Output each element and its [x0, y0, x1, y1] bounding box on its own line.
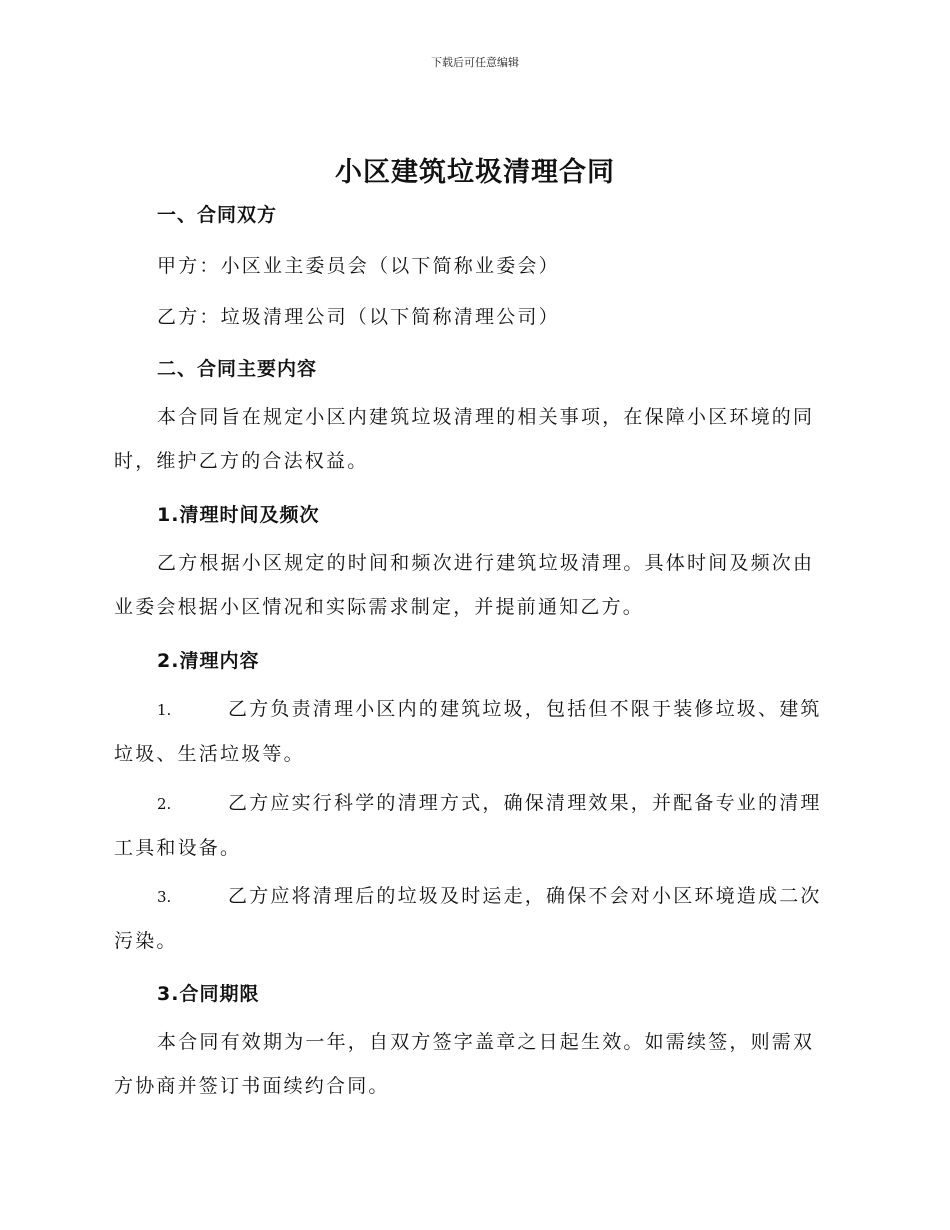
list-item: [114, 781, 834, 870]
list-item-number: 1.: [157, 701, 172, 719]
list-item-text: 乙方应实行科学的清理方式，确保清理效果，并配备专业的清理工具和设备。: [114, 792, 822, 859]
party-a-line: 甲方：小区业主委员会（以下简称业委会）: [157, 255, 560, 277]
list-item: [114, 874, 834, 963]
list-item: [114, 687, 834, 776]
header-note: 下载后可任意编辑: [431, 56, 519, 69]
list-item-number: 2.: [157, 795, 172, 813]
document-title: 小区建筑垃圾清理合同: [335, 157, 615, 188]
list-item-text: 乙方负责清理小区内的建筑垃圾，包括但不限于装修垃圾、建筑垃圾、生活垃圾等。: [114, 698, 822, 765]
intro-paragraph: 本合同旨在规定小区内建筑垃圾清理的相关事项，在保障小区环境的同时，维护乙方的合法权益。: [114, 406, 815, 472]
list-item-number: 3.: [157, 888, 172, 906]
clause-3-paragraph: 本合同有效期为一年，自双方签字盖章之日起生效。如需续签，则需双方协商并签订书面续约合同。: [114, 1031, 815, 1097]
party-b-line: 乙方：垃圾清理公司（以下简称清理公司）: [157, 306, 560, 328]
clause-heading-time-frequency: 1.清理时间及频次: [157, 504, 320, 526]
list-item-text: 乙方应将清理后的垃圾及时运走，确保不会对小区环境造成二次污染。: [114, 885, 822, 952]
clause-heading-term: 3.合同期限: [157, 983, 260, 1005]
clause-1-paragraph: 乙方根据小区规定的时间和频次进行建筑垃圾清理。具体时间及频次由业委会根据小区情况和实际需求制定，并提前通知乙方。: [114, 552, 815, 618]
section-heading-main-content: 二、合同主要内容: [157, 358, 318, 380]
section-heading-parties: 一、合同双方: [157, 204, 278, 226]
clause-heading-content: 2.清理内容: [157, 650, 260, 672]
